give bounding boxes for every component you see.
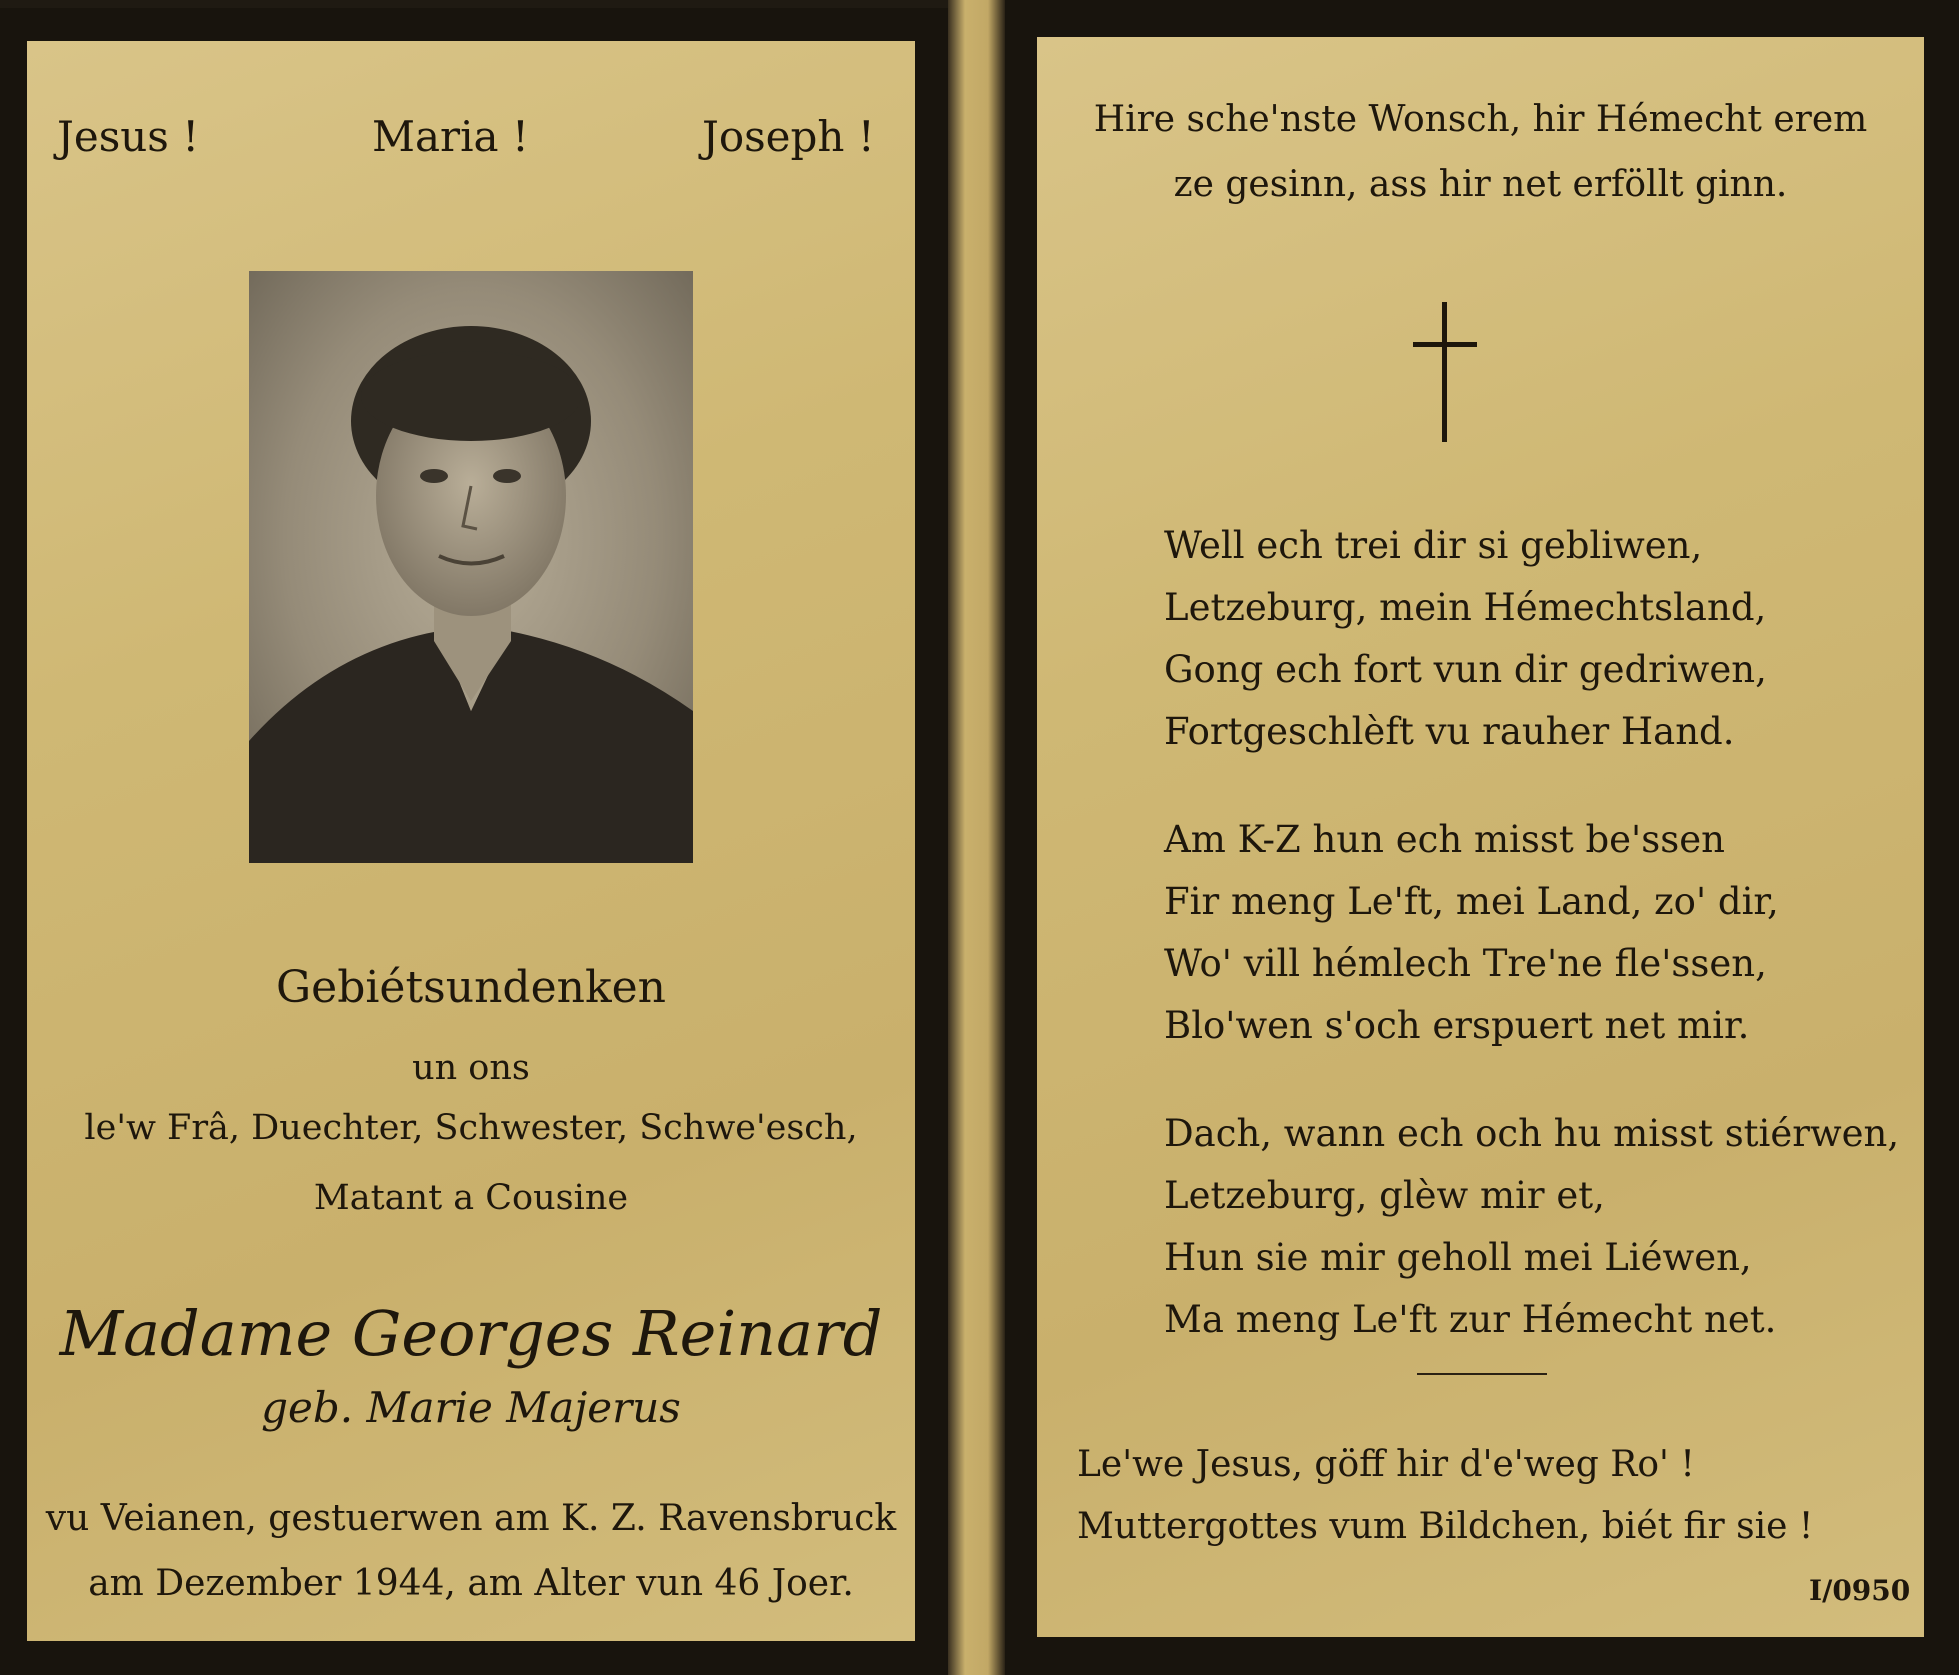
invocation-jesus: Jesus ! bbox=[57, 112, 200, 161]
verse-line: Gong ech fort vun dir gedriwen, bbox=[1164, 648, 1767, 691]
verse-line: Letzeburg, glèw mir et, bbox=[1164, 1174, 1605, 1217]
verse-line: Hun sie mir geholl mei Liéwen, bbox=[1164, 1236, 1752, 1279]
portrait-photo bbox=[249, 271, 693, 863]
verse-line: Letzeburg, mein Hémechtsland, bbox=[1164, 586, 1767, 629]
maiden-name: geb. Marie Majerus bbox=[261, 1383, 681, 1432]
verse-line: Am K-Z hun ech misst be'ssen bbox=[1164, 818, 1725, 861]
bio-line-1: vu Veianen, gestuerwen am K. Z. Ravensbruck bbox=[45, 1498, 897, 1539]
poem-verse-1 bbox=[1164, 515, 1767, 763]
verse-line: Dach, wann ech och hu misst stiérwen, bbox=[1164, 1112, 1900, 1155]
deceased-name: Madame Georges Reinard bbox=[59, 1297, 883, 1370]
verse-line: Fir meng Le'ft, mei Land, zo' dir, bbox=[1164, 880, 1779, 923]
poem-verse-3 bbox=[1164, 1103, 1899, 1351]
subheading-line-3: Matant a Cousine bbox=[313, 1178, 629, 1218]
wish-line-1: Hire sche'nste Wonsch, hir Hémecht erem bbox=[1093, 99, 1868, 140]
cross-icon bbox=[1405, 302, 1485, 442]
prayer-line-2: Muttergottes vum Bildchen, biét fir sie ! bbox=[1077, 1506, 1814, 1547]
left-card-panel bbox=[27, 41, 915, 1641]
portrait-image bbox=[249, 271, 693, 863]
verse-line: Ma meng Le'ft zur Hémecht net. bbox=[1164, 1298, 1777, 1341]
divider-rule bbox=[1417, 1373, 1547, 1375]
wish-line-2: ze gesinn, ass hir net erföllt ginn. bbox=[1173, 164, 1788, 205]
invocation-joseph: Joseph ! bbox=[702, 112, 875, 161]
invocation-maria: Maria ! bbox=[372, 112, 529, 161]
subheading-line-2: le'w Frâ, Duechter, Schwester, Schwe'esch, bbox=[84, 1108, 858, 1148]
prayer-line-1: Le'we Jesus, göff hir d'e'weg Ro' ! bbox=[1077, 1444, 1695, 1485]
verse-line: Well ech trei dir si gebliwen, bbox=[1164, 524, 1703, 567]
bio-line-2: am Dezember 1944, am Alter vun 46 Joer. bbox=[88, 1563, 854, 1604]
verse-line: Blo'wen s'och erspuert net mir. bbox=[1164, 1004, 1750, 1047]
memorial-card-left bbox=[0, 8, 948, 1675]
verse-line: Wo' vill hémlech Tre'ne fle'ssen, bbox=[1164, 942, 1767, 985]
print-code: I/0950 bbox=[1809, 1574, 1911, 1607]
right-card-panel bbox=[1037, 37, 1924, 1637]
card-fold bbox=[948, 0, 1005, 1675]
memorial-card-right bbox=[1005, 0, 1959, 1675]
poem-verse-2 bbox=[1164, 809, 1779, 1057]
verse-line: Fortgeschlèft vu rauher Hand. bbox=[1164, 710, 1735, 753]
memorial-heading: Gebiétsundenken bbox=[276, 962, 666, 1013]
subheading-line-1: un ons bbox=[412, 1048, 530, 1088]
